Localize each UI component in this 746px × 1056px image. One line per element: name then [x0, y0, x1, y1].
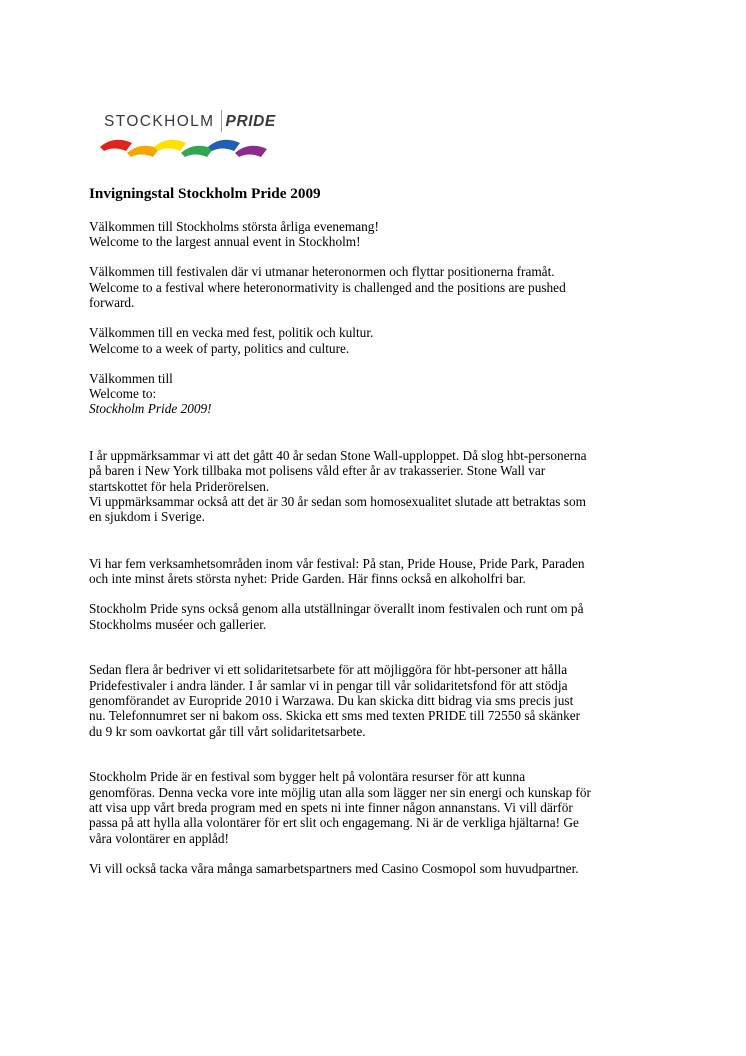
logo-city: STOCKHOLM [104, 113, 215, 130]
welcome-2-english-line-1: Welcome to a festival where heteronormativity is challenged and the positions are pushed [89, 279, 566, 295]
text-line: I år uppmärksammar vi att det gått 40 år sedan Stone Wall-upploppet. Då slog hbt-personerna [89, 447, 587, 463]
text-line: startskottet för hela Priderörelsen. [89, 478, 270, 494]
text-line: Stockholm Pride är en festival som bygger helt på volontära resurser för att kunna [89, 769, 526, 785]
speech-title: Invigningstal Stockholm Pride 2009 [89, 185, 321, 202]
welcome-1-swedish: Välkommen till Stockholms största årliga evenemang! [89, 219, 379, 234]
exhibitions-paragraph [89, 601, 669, 632]
text-line: Stockholm Pride syns också genom alla utställningar överallt inom festivalen och runt om på [89, 601, 584, 617]
welcome-2-swedish: Välkommen till festivalen där vi utmanar heteronormen och flyttar positionerna framåt. [89, 264, 555, 280]
welcome-1-english: Welcome to the largest annual event in Stockholm! [89, 234, 361, 250]
logo-divider [221, 110, 222, 132]
volunteers-paragraph [89, 769, 669, 846]
text-line: genomförandet av Europride 2010 i Warzawa. Du kan skicka ditt bidrag via sms precis just [89, 692, 574, 708]
arc-purple [235, 146, 267, 157]
stockholm-pride-logo [100, 100, 276, 170]
text-line: och inte minst årets största nyhet: Pride Garden. Här finns också en alkoholfri bar. [89, 571, 526, 587]
arc-green [181, 146, 213, 157]
logo-wordmark [104, 110, 276, 132]
stonewall-paragraph [89, 448, 669, 525]
text-line: du 9 kr som oavkortat går till vårt solidaritetsarbete. [89, 723, 366, 739]
text-line: på baren i New York tillbaka mot polisens våld efter år av trakasserier. Stone Wall var [89, 463, 546, 479]
text-line: våra volontärer en applåd! [89, 830, 229, 846]
text-line: Vi uppmärksammar också att det är 30 år sedan som homosexualitet slutade att betraktas som [89, 494, 586, 510]
text-line: Vi har fem verksamhetsområden inom vår festival: På stan, Pride House, Pride Park, Paraden [89, 555, 585, 571]
welcome-3-swedish: Välkommen till en vecka med fest, politik och kultur. [89, 325, 374, 341]
text-line: en sjukdom i Sverige. [89, 509, 205, 525]
arc-orange [127, 146, 159, 157]
welcome-paragraph-3 [89, 325, 669, 356]
solidarity-paragraph [89, 662, 669, 739]
partners-paragraph [89, 861, 669, 876]
speech-body [89, 185, 669, 876]
welcome-paragraph-2 [89, 264, 669, 310]
text-line: Pridefestivaler i andra länder. I år samlar vi in pengar till vår solidaritetsfond för att stödja [89, 677, 568, 693]
text-line: Sedan flera år bedriver vi ett solidaritetsarbete för att möjliggöra för hbt-personer att hålla [89, 662, 568, 678]
text-line: att visa upp vårt breda program med en spets ni inte finner någon annanstans. Vi vill därför [89, 799, 573, 815]
text-line: Vi vill också tacka våra många samarbetspartners med Casino Cosmopol som huvudpartner. [89, 860, 579, 876]
logo-brand: PRIDE [225, 113, 276, 130]
welcome-4-english: Welcome to: [89, 386, 157, 402]
arc-yellow [154, 140, 186, 151]
arc-blue [208, 140, 240, 151]
welcome-3-english: Welcome to a week of party, politics and culture. [89, 340, 350, 356]
event-name: Stockholm Pride 2009! [89, 401, 212, 417]
rainbow-arcs-icon [100, 136, 270, 166]
arc-red [100, 140, 132, 151]
text-line: passa på att hylla alla volontärer för ert slit och engagemang. Ni är de verkliga hjältarna! Ge [89, 815, 579, 831]
text-line: Stockholms muséer och gallerier. [89, 616, 267, 632]
welcome-2-english-line-2: forward. [89, 295, 135, 311]
welcome-4-swedish: Välkommen till [89, 370, 173, 386]
welcome-paragraph-4 [89, 371, 669, 417]
text-line: genomföras. Denna vecka vore inte möjlig utan alla som lägger ner sin energi och kunskap för [89, 784, 591, 800]
festival-areas-paragraph [89, 556, 669, 587]
welcome-paragraph-1 [89, 219, 669, 250]
text-line: nu. Telefonnumret ser ni bakom oss. Skicka ett sms med texten PRIDE till 72550 så skänker [89, 708, 581, 724]
